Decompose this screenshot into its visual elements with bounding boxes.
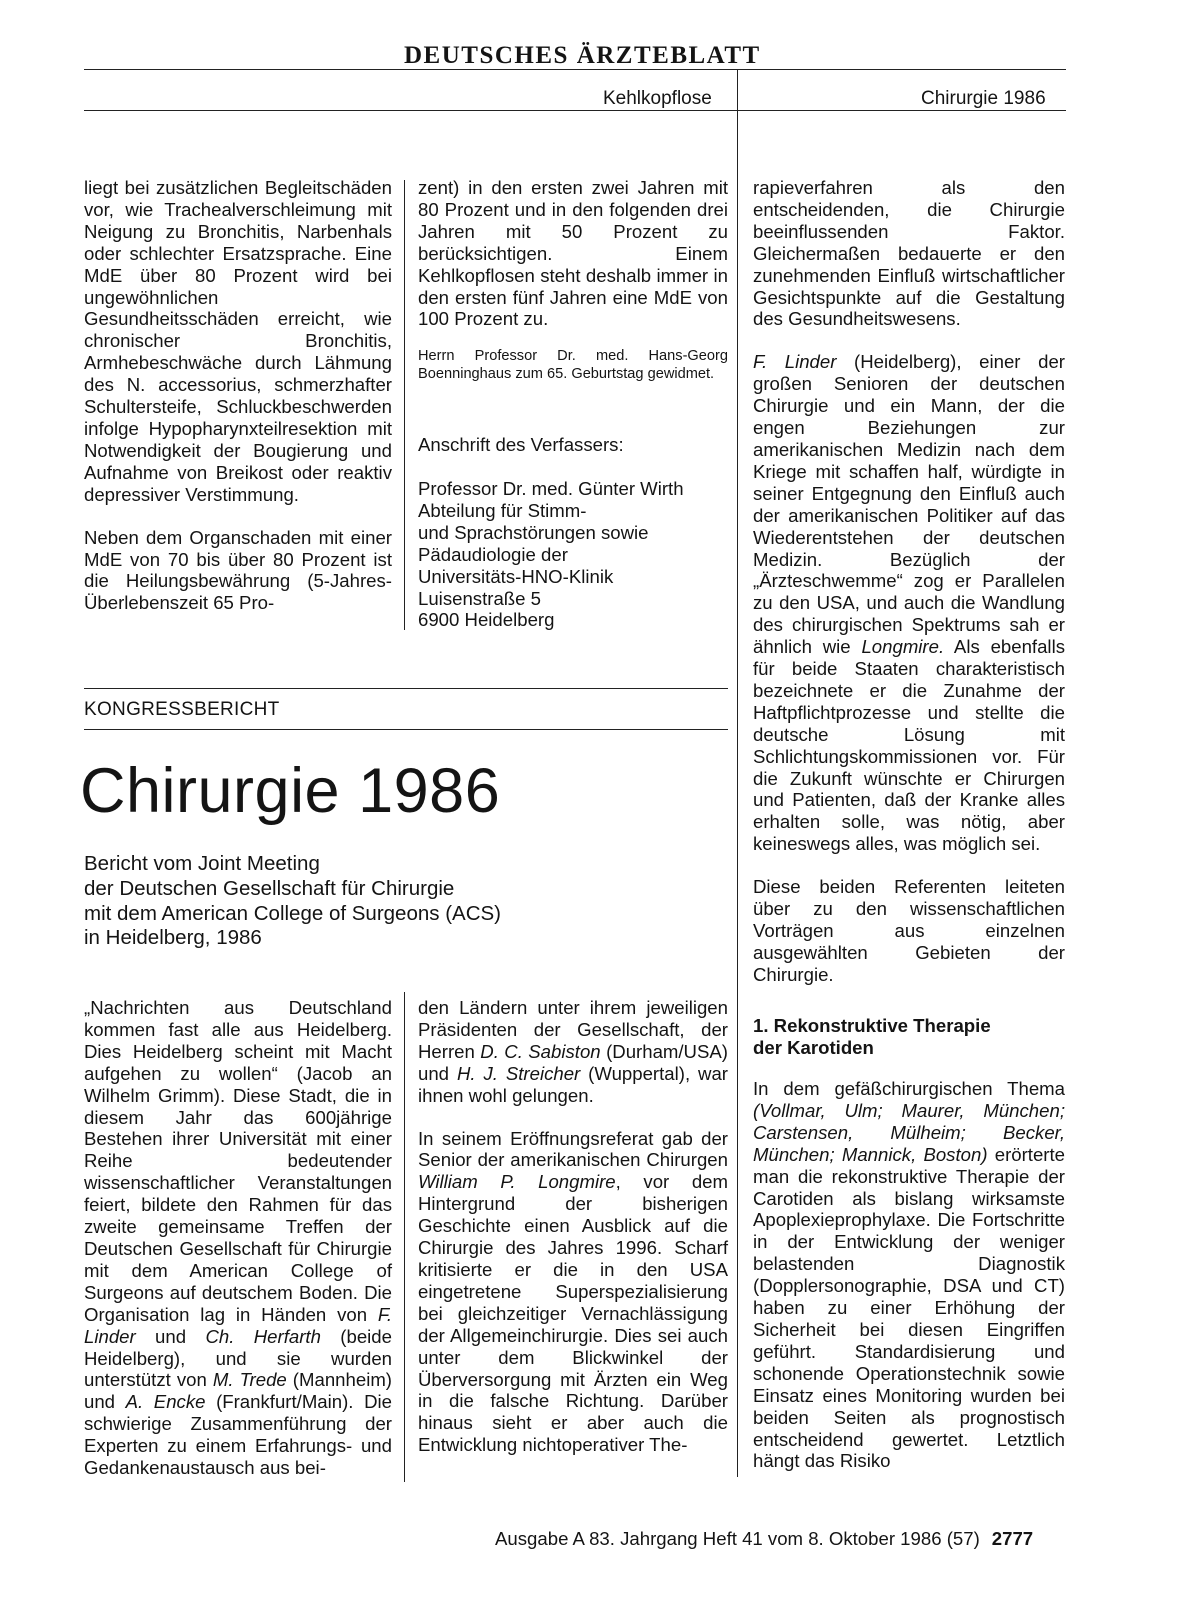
- column-separator-upper: [404, 180, 405, 630]
- masthead: DEUTSCHES ÄRZTEBLATT: [404, 42, 761, 69]
- italic-name: A. Encke: [125, 1391, 206, 1413]
- dedication: Herrn Professor Dr. med. Hans-Georg Boenninghaus zum 65. Geburtstag gewidmet.: [418, 348, 728, 383]
- author-address: Professor Dr. med. Günter Wirth Abteilung für Stimm- und Sprachstörungen sowie Pädaudiologie der Universitäts-HNO-Klinik Luisenstraße 5 6900 Heidelberg: [418, 478, 684, 631]
- paragraph: F. Linder (Heidelberg), einer der großen Senioren der deutschen Chirurgie und ein Mann, der die engen Beziehungen zur amerikanischen Medizin nach dem Kriege mit schaffen half, würdigte in seiner Entgegnung den Einfluß auch der amerikanischen Politiker auf das Wiederentstehen der deutschen Medizin. Bezüglich der „Ärzteschwemme“ zog er Parallelen zu den USA, und auch die Wandlung des chirurgischen Spektrums sah er ähnlich wie Longmire. Als ebenfalls für beide Staaten charakteristisch bezeichnete er die Zunahme der Haftpflichtprozesse und stellte die deutsche Lösung mit Schlichtungskommissionen vor. Für die Zukunft wünschte er Chirurgen und Patienten, daß der Kranke alles erhalten solle, was nötig, aber keineswegs alles, was möglich sei.: [753, 351, 1065, 855]
- section-heading: 1. Rekonstruktive Therapie der Karotiden: [753, 1015, 991, 1058]
- column-separator-lower: [404, 992, 405, 1482]
- italic-name: H. J. Streicher: [456, 1062, 581, 1084]
- section-rule-top: [84, 688, 728, 689]
- italic-name: (Vollmar, Ulm; Maurer, München; Carstensen, Mülheim; Becker, München; Mannick, Boston): [753, 1099, 1065, 1165]
- italic-name: M. Trede: [212, 1369, 287, 1391]
- paragraph: In seinem Eröffnungsreferat gab der Senior der amerikanischen Chirurgen William P. Longmire, vor dem Hintergrund der bisherigen Geschichte einen Ausblick auf die Chirurgie des Jahres 1996. Scharf kritisierte er die in den USA eingetretene Superspezialisierung bei gleichzeitiger Vernachlässigung der Allgemeinchirurgie. Dies sei auch unter dem Blickwinkel der Überversorgung mit Ärzten ein Weg in die falsche Richtung. Darüber hinaus sieht er aber auch die Entwicklung nichtoperativer The-: [418, 1127, 729, 1456]
- italic-name: F. Linder: [753, 351, 837, 373]
- article-column-2-bottom: [418, 997, 728, 1456]
- article-column-3: [753, 177, 1065, 986]
- italic-name: F. Linder: [84, 1303, 392, 1347]
- running-head-right: Chirurgie 1986: [921, 88, 1046, 109]
- issue-info: Ausgabe A 83. Jahrgang Heft 41 vom 8. Oktober 1986 (57): [495, 1528, 980, 1549]
- section-kicker: KONGRESSBERICHT: [84, 699, 280, 720]
- section-rule-bottom: [84, 729, 728, 730]
- paragraph: rapieverfahren als den entscheidenden, die Chirurgie beeinflussenden Faktor. Gleichermaßen bedauerte er den zunehmenden Einfluß wirtschaftlicher Gesichtspunkte auf die Gestaltung des Gesundheitswesens.: [753, 177, 1065, 330]
- paragraph: zent) in den ersten zwei Jahren mit 80 Prozent und in den folgenden drei Jahren mit 50 Prozent zu berücksichtigen. Einem Kehlkopflosen steht deshalb immer in den ersten fünf Jahren eine MdE von 100 Prozent zu.: [418, 177, 728, 330]
- running-head-left: Kehlkopflose: [603, 88, 712, 109]
- paragraph: „Nachrichten aus Deutschland kommen fast alle aus Heidelberg. Dies Heidelberg scheint mit Macht aufgehen zu wollen“ (Jacob an Wilhelm Grimm). Diese Stadt, die in diesem Jahr das 600jährige Bestehen ihrer Universität mit einer Reihe bedeutender wissenschaftlicher Veranstaltungen feiert, bildete den Rahmen für das zweite gemeinsame Treffen der Deutschen Gesellschaft für Chirurgie mit dem American College of Surgeons auf deutschem Boden. Die Organisation lag in Händen von F. Linder und Ch. Herfarth (beide Heidelberg), und sie wurden unterstützt von M. Trede (Mannheim) und A. Encke (Frankfurt/Main). Die schwierige Zusammenführung der Experten zu einem Erfahrungs- und Gedankenaustausch aus bei-: [84, 997, 392, 1479]
- page-footer: [495, 1528, 1033, 1550]
- article-column-1-top: [84, 177, 392, 614]
- article-title: Chirurgie 1986: [80, 756, 501, 826]
- paragraph: Diese beiden Referenten leiteten über zu den wissenschaftlichen Vorträgen aus einzelnen ausgewählten Gebieten der Chirurgie.: [753, 876, 1065, 985]
- italic-name: William P. Longmire: [418, 1171, 616, 1193]
- italic-name: D. C. Sabiston: [480, 1040, 601, 1062]
- article-column-3-bottom: [753, 1078, 1065, 1472]
- article-subtitle: Bericht vom Joint Meeting der Deutschen Gesellschaft für Chirurgie mit dem American College of Surgeons (ACS) in Heidelberg, 1986: [84, 852, 502, 950]
- paragraph: Neben dem Organschaden mit einer MdE von 70 bis über 80 Prozent ist die Heilungsbewährung (5-Jahres-Überlebenszeit 65 Pro-: [84, 526, 392, 614]
- paragraph: In dem gefäßchirurgischen Thema (Vollmar, Ulm; Maurer, München; Carstensen, Mülheim; Becker, München; Mannick, Boston) erörterte man die rekonstruktive Therapie der Carotiden als bislang wirksamste Apoplexieprophylaxe. Die Fortschritte in der Entwicklung der weniger belastenden Diagnostik (Dopplersonographie, DSA und CT) haben zu einer Erhöhung der Sicherheit bei diesen Eingriffen geführt. Standardisierung und schonende Operationstechnik sowie Einsatz eines Monitoring wurden bei beiden Seiten als prognostisch entscheidend gewertet. Letztlich hängt das Risiko: [753, 1078, 1065, 1472]
- paragraph: den Ländern unter ihrem jeweiligen Präsidenten der Gesellschaft, der Herren D. C. Sabiston (Durham/USA) und H. J. Streicher (Wuppertal), war ihnen wohl gelungen.: [418, 997, 728, 1106]
- column-separator-main: [737, 70, 738, 1477]
- address-label: Anschrift des Verfassers:: [418, 434, 624, 455]
- masthead-rule: [84, 69, 1066, 70]
- article-column-1-bottom: [84, 997, 392, 1479]
- article-column-2-top: [418, 177, 728, 330]
- running-head-rule: [84, 110, 1066, 111]
- page-number: 2777: [991, 1528, 1034, 1549]
- italic-name: Ch. Herfarth: [205, 1325, 321, 1347]
- paragraph: liegt bei zusätzlichen Begleitschäden vor, wie Trachealverschleimung mit Neigung zu Bronchitis, Narbenhals oder schlechter Ersatzsprache. Eine MdE über 80 Prozent wird bei ungewöhnlichen Gesundheitsschäden erreicht, wie chronischer Bronchitis, Armhebeschwäche durch Lähmung des N. accessorius, schmerzhafter Schultersteife, Schluckbeschwerden infolge Hypopharynxteilresektion mit Notwendigkeit der Bougierung und Aufnahme von Breikost oder reaktiv depressiver Verstimmung.: [84, 177, 392, 505]
- italic-name: Longmire.: [861, 636, 945, 658]
